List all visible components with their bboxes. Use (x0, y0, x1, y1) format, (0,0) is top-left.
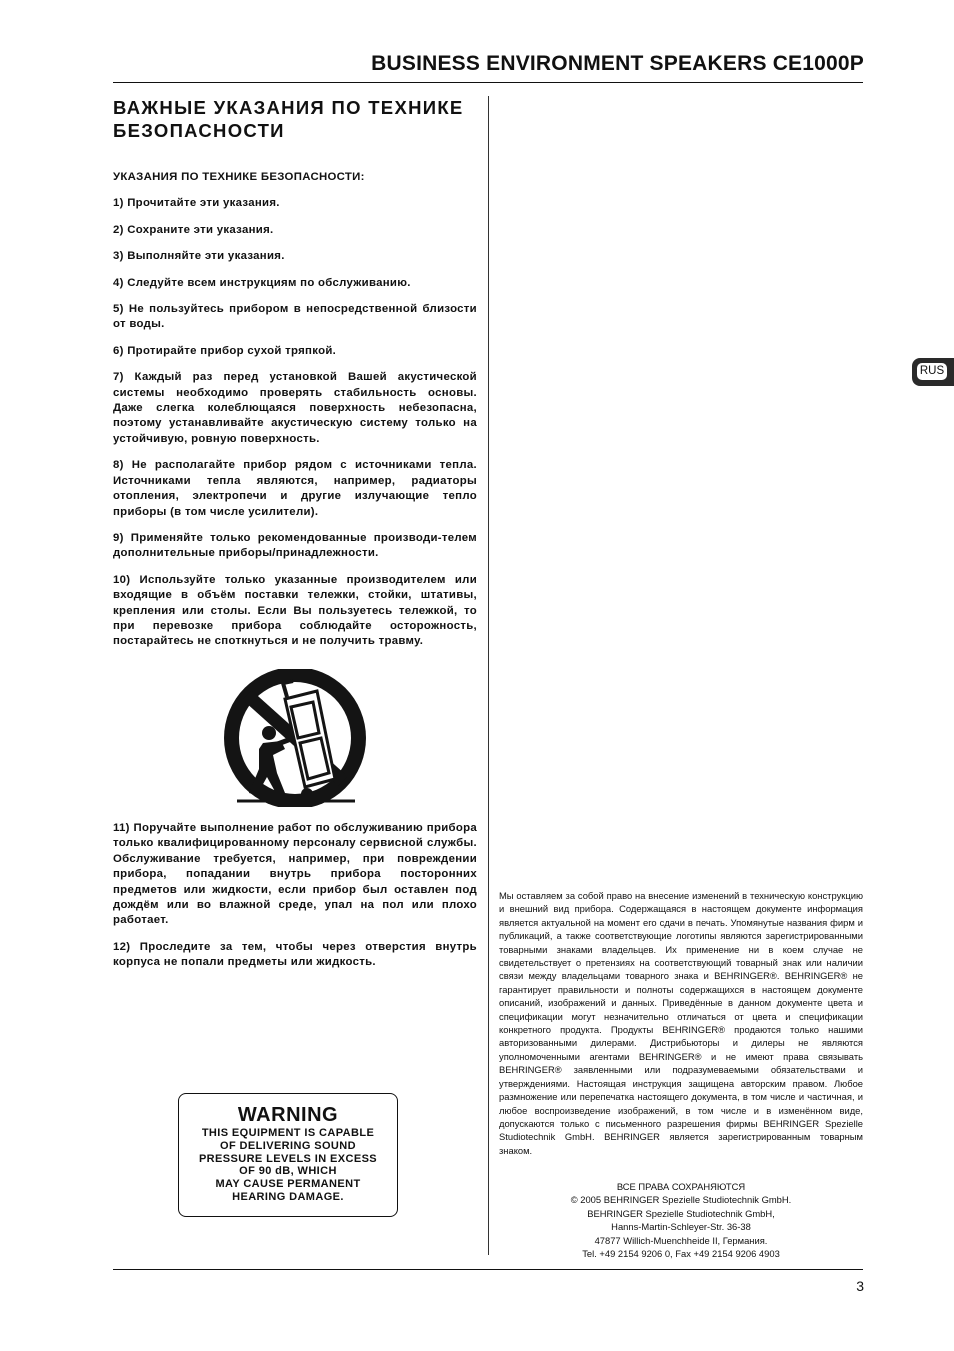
document-header-title: BUSINESS ENVIRONMENT SPEAKERS CE1000P (371, 52, 864, 75)
safety-item-8: 8) Не располагайте прибор рядом с источниками тепла. Источниками тепла являются, например, радиаторы отопления, электропечи и другие излучающие тепло приборы (в том числе усилители). (113, 459, 477, 518)
safety-item-9: 9) Применяйте только рекомендованные производи-телем дополнительные приборы/принадлежности. (113, 531, 477, 560)
legal-notice-text: Мы оставляем за собой право на внесение изменений в техническую конструкцию и внешний вид прибора. Содержащаяся в настоящем документе информация является актуальной на момент его сдачи в печать. Упомянутые названия фирм и публикаций, а также соответствующие логотипы являются зарегистрированными товарными знаками владельцев. Их применение ни в коем случае не свидетельствует о претензиях на соответствующий товарный знак или наличии связи между владельцами товарного знака и BEHRINGER®. BEHRINGER® не гарантирует правильности и полноты содержащихся в настоящем документе описаний, изображений и данных. Приведённые в данном документе цвета и спецификации могут незначительно отличаться от цвета и спецификации конкретного продукта. Продукты BEHRINGER® продаются только нашими авторизованными дилерами. Дистрибьюторы и дилеры не являются уполномоченными агентами BEHRINGER® и не имеют права связывать BEHRINGER® заявленными или подразумеваемыми обязательствами и утверждениями. Настоящая инструкция защищена авторским правом. Любое размножение или перепечатка настоящего документа, в том числе и частичная, и любое воспроизведение изображений, в том числе и в изменённом виде, допускаются только с письменного разрешения фирмы BEHRINGER Spezielle Studiotechnik GmbH. BEHRINGER является зарегистрированным товарным знаком. (499, 890, 863, 1156)
warning-line: MAY CAUSE PERMANENT (215, 1178, 361, 1191)
safety-item-12: 12) Проследите за тем, чтобы через отверстия внутрь корпуса не попали предметы или жидкость. (113, 940, 477, 969)
copyright-line: BEHRINGER Spezielle Studiotechnik GmbH, (587, 1207, 775, 1219)
copyright-line: Hanns-Martin-Schleyer-Str. 36-38 (611, 1221, 751, 1233)
cart-warning-symbol (223, 669, 368, 807)
safety-item-3: 3) Выполняйте эти указания. (113, 250, 285, 263)
page-number: 3 (856, 1278, 864, 1294)
hearing-warning-box (178, 1093, 398, 1217)
safety-column (113, 96, 477, 661)
copyright-line: 47877 Willich-Muenchheide II, Германия. (594, 1234, 768, 1246)
copyright-line: Tel. +49 2154 9206 0, Fax +49 2154 9206 4903 (582, 1248, 780, 1260)
warning-line: OF 90 dB, WHICH (239, 1165, 337, 1178)
safety-item-11: 11) Поручайте выполнение работ по обслуживанию прибора только квалифицированному персоналу сервисной службы. Обслуживание требуется, например, при повреждении прибора, попадании внутрь прибора посторонних предметов или жидкости, если прибор был оставлен под дождём или во влажной среде, упал на пол или плохо работает. (113, 822, 477, 927)
safety-item-10: 10) Используйте только указанные производителем или входящие в объём поставки тележки, стойки, штативы, крепления или столы. Если Вы пользуетесь тележкой, то при перевозке прибора соблюдайте осторожность, постарайтесь не споткнуться и не получить травму. (113, 573, 477, 648)
safety-item-6: 6) Протирайте прибор сухой тряпкой. (113, 344, 337, 357)
copyright-line: ВСЕ ПРАВА СОХРАНЯЮТСЯ (616, 1181, 746, 1192)
cart-tip-over-warning-icon (223, 669, 368, 807)
safety-item-7: 7) Каждый раз перед установкой Вашей акустической системы необходимо проверять стабильность основы. Даже слегка колеблющаяся поверхность небезопасна, поэтому устанавливайте акустическую систему только на устойчивую, ровную поверхность. (113, 371, 477, 445)
column-divider (488, 96, 489, 1255)
safety-item-5: 5) Не пользуйтесь прибором в непосредственной близости от воды. (113, 303, 477, 331)
warning-line: OF DELIVERING SOUND (220, 1139, 356, 1152)
section-subheading: УКАЗАНИЯ ПО ТЕХНИКЕ БЕЗОПАСНОСТИ: (113, 171, 365, 183)
section-title: ВАЖНЫЕ УКАЗАНИЯ ПО ТЕХНИКЕ БЕЗОПАСНОСТИ (113, 97, 464, 141)
safety-items-lower (113, 821, 477, 982)
footer-divider (113, 1269, 863, 1270)
safety-item-4: 4) Следуйте всем инструкциям по обслуживанию. (113, 276, 411, 289)
warning-line: HEARING DAMAGE. (232, 1190, 344, 1203)
safety-item-2: 2) Сохраните эти указания. (113, 223, 274, 236)
copyright-line: © 2005 BEHRINGER Spezielle Studiotechnik GmbH. (570, 1194, 792, 1206)
warning-line: PRESSURE LEVELS IN EXCESS (198, 1152, 378, 1165)
language-tab-label: RUS (917, 363, 947, 380)
legal-notice (499, 889, 863, 1157)
safety-item-1: 1) Прочитайте эти указания. (113, 197, 280, 210)
copyright-block (499, 1180, 863, 1260)
warning-line: THIS EQUIPMENT IS CAPABLE (201, 1127, 375, 1139)
language-tab (912, 358, 954, 386)
warning-title: WARNING (237, 1104, 339, 1126)
header-divider (113, 82, 863, 83)
